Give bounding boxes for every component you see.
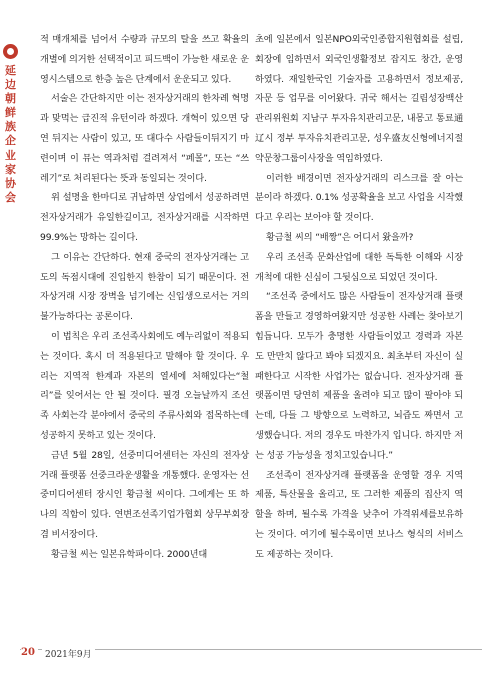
page-footer — [0, 645, 500, 665]
issue-date: 2021年9月 — [42, 647, 95, 660]
association-logo-icon — [3, 44, 18, 59]
paragraph: 황금철 씨의 “배짱”은 어디서 왔을까? — [266, 231, 414, 243]
paragraph: 이 법칙은 우리 조선족사회에도 예누리없이 적용되는 것이다. 혹시 더 적용된다고 말해야 할 것이다. 우리는 지역적 한계과 자본의 열세에 처해있다는“철리”를 잊어서는 안 될 것이다. 필경 오늘날까지 조선족 사회는각 분야에서 중국의 주류사회와 접목하는데 성공하지 못하고 있는 것이다. — [40, 330, 249, 441]
paragraph: 우리 조선족 문화산업에 대한 독특한 이해와 시장개척에 대한 신심이 그뒷심으로 되었던 것이다. — [255, 251, 463, 283]
sidebar — [0, 0, 20, 679]
org-name: 延边朝鲜族企业家协会 — [5, 64, 16, 204]
paragraph: 금년 5월 28일, 선중미디어센터는 자신의 전자상거래 플랫폼 선중크라운생활을 개통했다. 운영자는 선중미디어센터 장시인 황금철 씨이다. 그에게는 또 하나의 직함이 있다. 연변조선족기업가협회 상무부회장 겸 비서장이다. — [40, 449, 249, 540]
right-column — [255, 30, 463, 565]
paragraph: 서술은 간단하지만 이는 전자상거래의 한차례 혁명과 맞먹는 급진적 유턴이라 하겠다. 개혁이 있으면 당연 뒤지는 사람이 있고, 또 대다수 사람들이뒤지기 마련이며 이 뮤는 역과처럼 걸려져서 “페몰”, 또는 “쓰레기”로 처리된다는 뜻과 동일되는 것이다. — [40, 93, 249, 184]
paragraph: 적 매개체를 넘어서 수량과 규모의 탈을 쓰고 확율의 개별에 의거한 선택적이고 피드백이 가능한 새로운 운영시스템으로 한층 높은 단계에서 운운되고 있다. — [40, 34, 249, 85]
paragraph: “조선족 중에서도 많은 사람들이 전자상거래 플랫폼을 만들고 경영하여왔지만 성공한 사례는 찾아보기 힘듭니다. 모두가 충명한 사람들이었고 경력과 자본도 만만치 않다고 봐야 되겠지요. 최초부터 자신이 실패한다고 시작한 사업가는 없습니다. 전자상거래 플랫폼이면 당연히 제품을 올려야 되고 많이 팔아야 되는데, 다들 그 방향으로 노력하고, 뇌즙도 짜면서 고생했습니다. 저의 경우도 마찬가지 입니다. 하지만 저는 성공 가능성을 정치고있습니다.” — [255, 291, 463, 461]
paragraph: 그 이유는 간단하다. 현재 중국의 전자상거래는 고도의 독점시대에 진입한지 한참이 되기 때문이다. 전자상거래 시장 장벽을 넘기에는 신입생으로서는 거의 불가능하다는 공론이다. — [40, 251, 249, 323]
left-column — [40, 30, 249, 565]
paragraph: 위 설명을 한마디로 귀납하면 상업에서 성공하려면 전자상거래가 유일한길이고, 전자상거래를 시작하면 99.9%는 망하는 길이다. — [40, 192, 249, 243]
paragraph: 황금철 씨는 일본유학파이다. 2000년대 — [51, 548, 208, 560]
page-number: 20 — [21, 647, 38, 658]
paragraph: 이러한 배경이면 전자상거래의 리스크를 잘 아는 분이라 하겠다. 0.1% 성공확율을 보고 사업을 시작했다고 우리는 보아야 할 것이다. — [255, 172, 463, 224]
paragraph: 초에 일본에서 일본NPO외국인종합지원협회를 설립, 회장에 임하면서 외국인생활정보 잡지도 창간, 운영하였다. 재일한국인 기술자를 고용하면서 정보제공, 자문 등 업무를 이어왔다. 귀국 해서는 길림성장백산관리위원회 지남구 투자유치관리고문, 내몽고 통료通辽시 정부 투자유치관리고문, 성우盛友신형에너지절약문창그룹이사장을 역임하였다. — [255, 34, 463, 164]
paragraph: 조선족이 전자상거래 플랫폼을 운영할 경우 지역제품, 특산물을 올리고, 또 그러한 제품의 집산지 역할을 하며, 될수록 가격을 낮추어 가격위세를보유하는 것이다. 여기에 될수록이면 보나스 형식의 서비스도 제공하는 것이다. — [255, 469, 463, 560]
